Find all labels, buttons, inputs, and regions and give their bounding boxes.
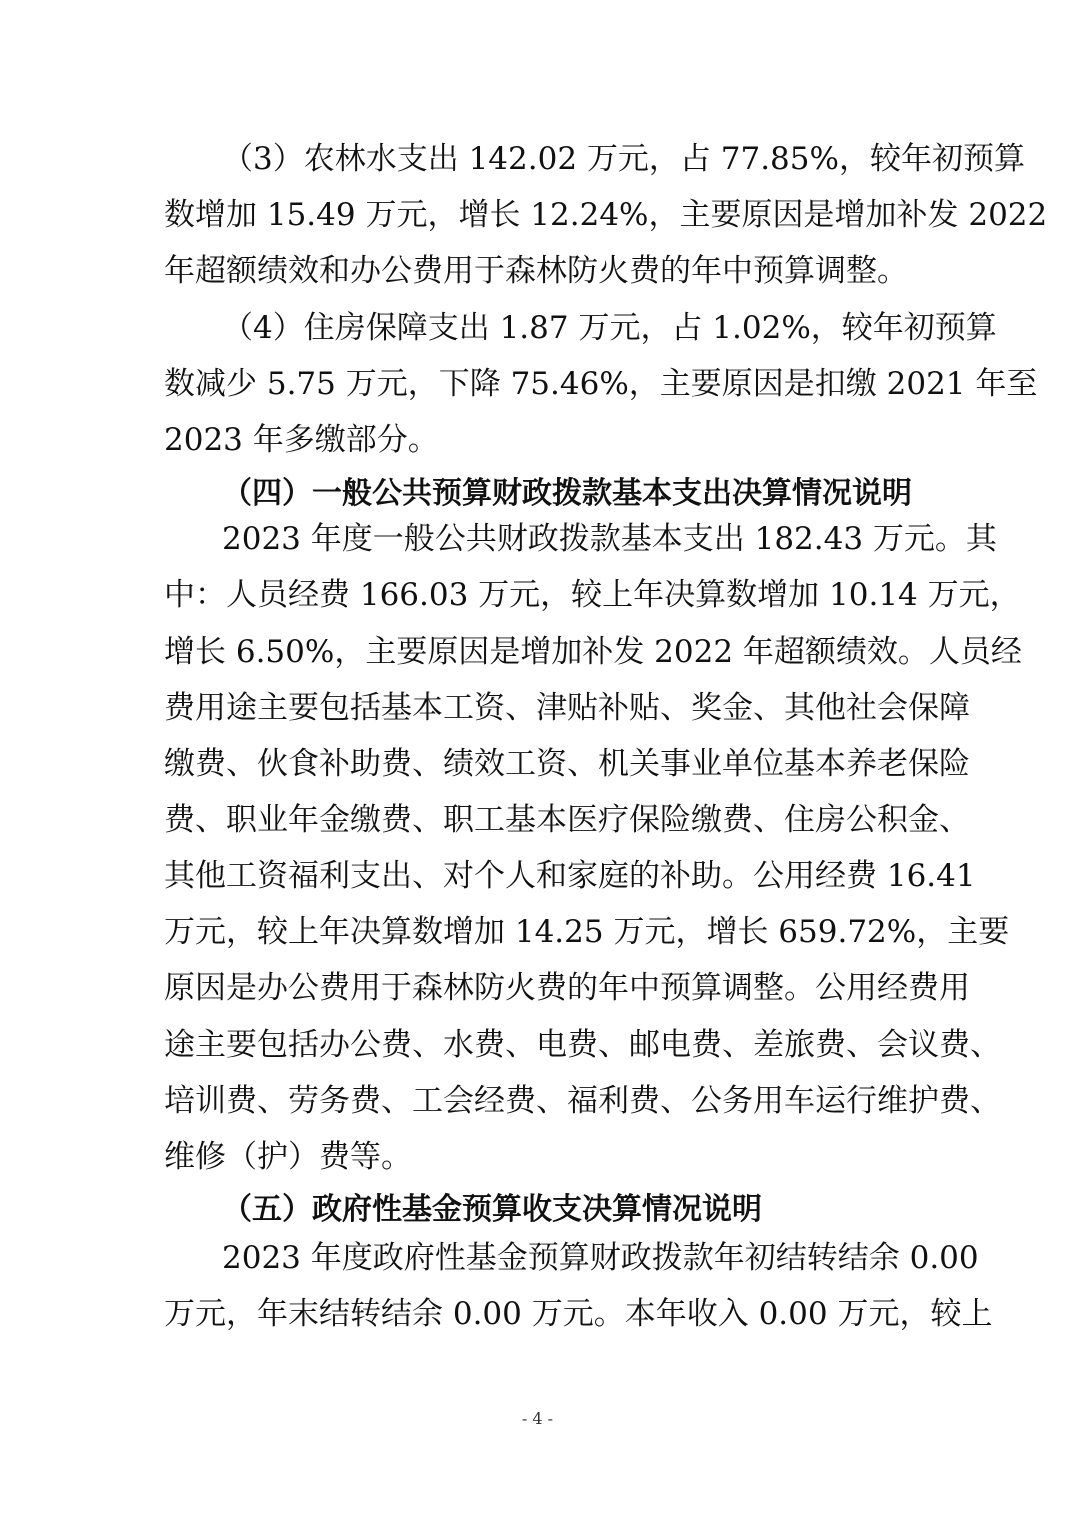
paragraph-line: 数增加 15.49 万元，增长 12.24%，主要原因是增加补发 2022 xyxy=(164,197,1048,233)
page-number: - 4 - xyxy=(521,1409,554,1428)
paragraph-line: 原因是办公费用于森林防火费的年中预算调整。公用经费用 xyxy=(164,970,970,1006)
paragraph-line: 维修（护）费等。 xyxy=(164,1139,412,1175)
section-heading: （五）政府性基金预算收支决算情况说明 xyxy=(222,1192,762,1227)
paragraph-line: 2023 年度政府性基金预算财政拨款年初结转结余 0.00 xyxy=(222,1240,979,1276)
paragraph-line: 万元，较上年决算数增加 14.25 万元，增长 659.72%，主要 xyxy=(164,914,1010,950)
paragraph-line: 费、职业年金缴费、职工基本医疗保险缴费、住房公积金、 xyxy=(164,802,970,838)
section-heading: （四）一般公共预算财政拨款基本支出决算情况说明 xyxy=(222,476,912,511)
paragraph-line: 2023 年度一般公共财政拨款基本支出 182.43 万元。其 xyxy=(222,521,997,557)
paragraph-line: 年超额绩效和办公费用于森林防火费的年中预算调整。 xyxy=(164,253,908,289)
paragraph-line: 培训费、劳务费、工会经费、福利费、公务用车运行维护费、 xyxy=(164,1083,1001,1119)
paragraph-line: 2023 年多缴部分。 xyxy=(164,422,439,458)
paragraph-line: 万元，年末结转结余 0.00 万元。本年收入 0.00 万元，较上 xyxy=(164,1296,993,1332)
paragraph-line: 增长 6.50%，主要原因是增加补发 2022 年超额绩效。人员经 xyxy=(164,634,1022,670)
paragraph-line: （4）住房保障支出 1.87 万元，占 1.02%，较年初预算 xyxy=(222,310,997,346)
paragraph-line: （3）农林水支出 142.02 万元，占 77.85%，较年初预算 xyxy=(222,141,1025,177)
paragraph-line: 中：人员经费 166.03 万元，较上年决算数增加 10.14 万元， xyxy=(164,577,1021,613)
paragraph-line: 数减少 5.75 万元，下降 75.46%，主要原因是扣缴 2021 年至 xyxy=(164,366,1038,402)
paragraph-line: 费用途主要包括基本工资、津贴补贴、奖金、其他社会保障 xyxy=(164,690,970,726)
paragraph-line: 缴费、伙食补助费、绩效工资、机关事业单位基本养老保险 xyxy=(164,746,970,782)
paragraph-line: 途主要包括办公费、水费、电费、邮电费、差旅费、会议费、 xyxy=(164,1027,1001,1063)
paragraph-line: 其他工资福利支出、对个人和家庭的补助。公用经费 16.41 xyxy=(164,858,976,894)
